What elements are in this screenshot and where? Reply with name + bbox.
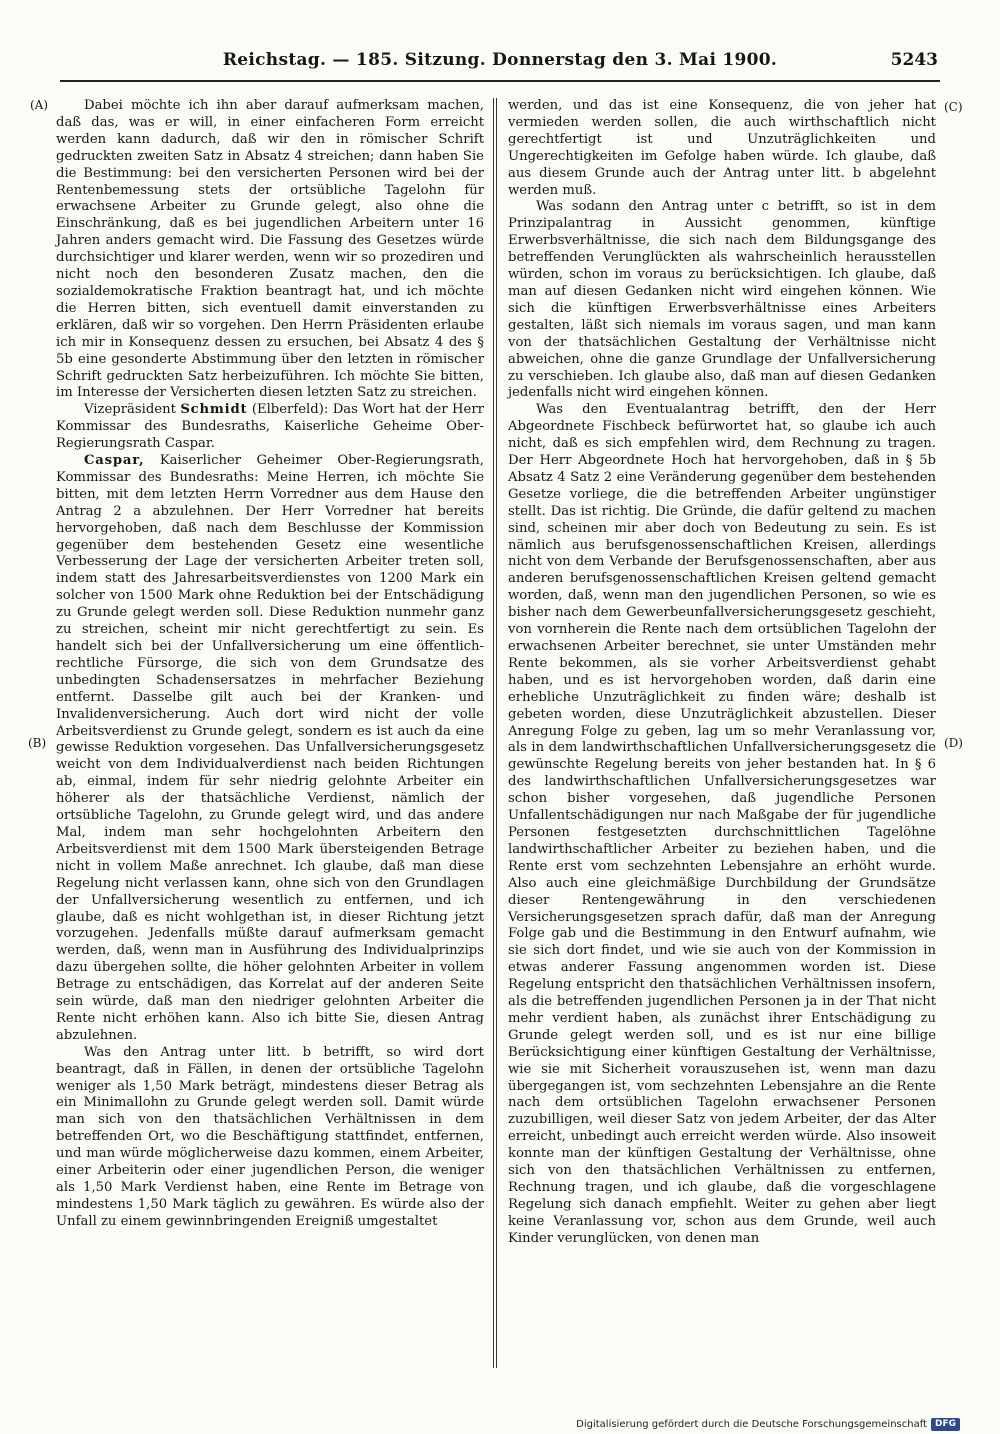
paragraph: werden, und das ist eine Konsequenz, die von jeher hat vermieden werden sollen, die auch wirthschaftlich nicht gerechtfertigt ist und Unzuträglichkeiten und Ungerechtigkeiten im Gefolge haben würde. Ich glaube, daß aus diesem Grunde auch der Antrag unter litt. b abgelehnt werden muß.	[508, 98, 936, 198]
paragraph-text: (Elberfeld): Das Wort hat der Herr Kommissar des Bundesraths, Kaiserliche Geheime Ober-Regierungsrath Caspar.	[56, 402, 484, 452]
paragraph: Was den Antrag unter litt. b betrifft, so wird dort beantragt, daß in Fällen, in denen der ortsübliche Tagelohn weniger als 1,50 Mark beträgt, mindestens dieser Betrag als ein Minimallohn zu Grunde gelegt werden soll. Damit würde man sich von den thatsächlichen Verhältnissen in dem betreffenden Ort, wo die Beschäftigung stattfindet, entfernen, und man würde möglicherweise dazu kommen, einem Arbeiter, einer Arbeiterin oder einer jugendlichen Person, die weniger als 1,50 Mark Verdienst haben, eine Rente im Betrage von mindestens 1,50 Mark täglich zu gewähren. Es würde also der Unfall zu einem gewinnbringenden Ereigniß umgestaltet	[56, 1044, 484, 1229]
running-header	[60, 50, 940, 76]
column-divider	[496, 98, 497, 1368]
paragraph-text: Kaiserlicher Geheimer Ober-Regierungsrath, Kommissar des Bundesraths: Meine Herren, ich möchte Sie bitten, mit dem letzten Herrn Vorredner aus dem Hause den Antrag 2 a abzulehnen. Der Herr Vorredner hat bereits hervorgehoben, daß nach dem Beschlusse der Kommission gegenüber dem bestehenden Gesetz eine wesentliche Verbesserung der Lage der versicherten Arbeiter treten soll, indem statt des Jahresarbeitsverdienstes von 1200 Mark ein solcher von 1500 Mark ohne Reduktion bei der Entschädigung zu Grunde gelegt werden soll. Diese Reduktion nunmehr ganz zu streichen, scheint mir nicht gerechtfertigt zu sein. Es handelt sich bei der Unfallversicherung um eine öffentlich-rechtliche Fürsorge, die sich von dem Grundsatze des unbedingten Schadensersatzes in mehrfacher Beziehung entfernt. Dasselbe gilt auch bei der Kranken- und Invalidenversicherung. Auch dort wird nicht der volle Arbeitsverdienst zu Grunde gelegt, sondern es ist auch da eine gewisse Reduktion vorgesehen. Das Unfallversicherungsgesetz weicht von dem Individualverdienst nach beiden Richtungen ab, einmal, indem für sehr niedrig gelohnte Arbeiter ein höherer als der thatsächliche Verdienst, nämlich der ortsübliche Tagelohn, zu Grunde gelegt wird, und das andere Mal, indem man sehr hochgelohnten Arbeitern den Arbeitsverdienst mit dem 1500 Mark übersteigenden Betrage nicht in vollem Maße anrechnet. Ich glaube, daß man diese Regelung nicht verlassen kann, ohne sich von den Grundlagen der Unfallversicherung wesentlich zu entfernen, und ich glaube, daß es nicht wohlgethan ist, in dieser Richtung jetzt vorzugehen. Jedenfalls müßte darauf aufmerksam gemacht werden, daß, wenn man in Ausführung des Individualprinzips dazu übergehen sollte, die höher gelohnten Arbeiter in vollem Betrage zu entschädigen, das Korrelat auf der anderen Seite sein würde, daß man den niedriger gelohnten Arbeiter die Rente nicht erhöhen kann. Also ich bitte Sie, diesen Antrag abzulehnen.	[56, 453, 484, 1043]
right-column	[508, 98, 936, 1248]
digitization-credit: Digitalisierung gefördert durch die Deutsche Forschungsgemeinschaft	[576, 1419, 927, 1430]
page-number: 5243	[890, 50, 938, 70]
speaker-name: Schmidt	[180, 402, 248, 418]
margin-marker-c: (C)	[944, 100, 963, 114]
margin-marker-b: (B)	[28, 736, 47, 750]
column-divider	[493, 98, 494, 1368]
paragraph: Was sodann den Antrag unter c betrifft, so ist in dem Prinzipalantrag in Aussicht genommen, künftige Erwerbsverhältnisse, die sich nach dem Bildungsgange des betreffenden Verunglückten als wahrscheinlich herausstellen würden, schon im voraus zu berücksichtigen. Ich glaube, daß man auf diesen Gedanken nicht wird eingehen können. Wie sich die künftigen Erwerbsverhältnisse eines Arbeiters gestalten, läßt sich niemals im voraus sagen, und man kann von der thatsächlichen Gestaltung der Verhältnisse nicht abweichen, ohne die ganze Grundlage der Unfallversicherung zu verschieben. Ich glaube also, daß man auf diesen Gedanken jedenfalls nicht wird eingehen können.	[508, 199, 936, 401]
paragraph	[56, 402, 484, 453]
paragraph: Was den Eventualantrag betrifft, den der Herr Abgeordnete Fischbeck befürwortet hat, so glaube ich auch nicht, daß es sich empfehlen wird, dem Rechnung zu tragen. Der Herr Abgeordnete Hoch hat hervorgehoben, daß in § 5b Absatz 4 Satz 2 eine Veränderung gegenüber dem bestehenden Gesetze vorliege, die die betreffenden Arbeiter ungünstiger stellt. Das ist richtig. Die Gründe, die dafür geltend zu machen sind, scheinen mir aber doch von Bedeutung zu sein. Es ist nämlich aus berufsgenossenschaftlichen Kreisen, allerdings nicht von dem Verbande der Berufsgenossenschaften, aber aus anderen berufsgenossenschaftlichen Kreisen geltend gemacht worden, daß, wenn man den jugendlichen Personen, so wie es bisher nach dem Gewerbeunfallversicherungsgesetz geschieht, von vornherein die Rente nach dem ortsüblichen Tagelohn der erwachsenen Arbeiter berechnet, sie unter Umständen mehr Rente bekommen, als sie vorher Arbeitsverdienst gehabt haben, und es ist hervorgehoben worden, daß darin eine erhebliche Unzuträglichkeit zu finden wäre; deshalb ist gebeten worden, diese Unzuträglichkeit abzustellen. Dieser Anregung Folge zu geben, lag um so mehr Veranlassung vor, als in dem landwirthschaftlichen Unfallversicherungsgesetz die gewünschte Regelung bereits von jeher bestanden hat. In § 6 des landwirthschaftlichen Unfallversicherungsgesetzes war schon bisher vorgesehen, daß jugendliche Personen Unfallentschädigungen nur nach Maßgabe der für jugendliche Personen festgesetzten durchschnittlichen Tagelöhne landwirthschaftlicher Arbeiter zu beziehen haben, und die Rente erst vom sechzehnten Lebensjahre an erhöht wurde. Also auch eine gleichmäßige Durchbildung der Grundsätze dieser Rentengewährung in den verschiedenen Versicherungsgesetzen sprach dafür, daß man der Anregung Folge gab und die Bestimmung in den Entwurf aufnahm, wie sie sich dort findet, und wie sie auch von der Kommission in etwas anderer Fassung angenommen worden ist. Diese Regelung entspricht den thatsächlichen Verhältnissen insofern, als die betreffenden jugendlichen Personen ja in der That nicht mehr verdient haben, als zunächst ihrer Entschädigung zu Grunde gelegt werden soll, und es ist nur eine billige Berücksichtigung einer künftigen Gestaltung der Verhältnisse, wie sie mit Sicherheit vorauszusehen ist, wenn man dazu übergegangen ist, vom sechzehnten Lebensjahre an die Rente nach dem ortsüblichen Tagelohn erwachsener Personen zuzubilligen, weil dieser Satz von jedem Arbeiter, der das Alter erreicht, unbedingt auch erreicht werden würde. Also insoweit konnte man der künftigen Gestaltung der Verhältnisse, ohne sich von den thatsächlichen Verhältnissen zu entfernen, Rechnung tragen, und ich glaube, daß die vorgeschlagene Regelung sich danach empfiehlt. Weiter zu gehen aber liegt keine Veranlassung vor, schon aus dem Grunde, weil auch Kinder verunglücken, von denen man	[508, 402, 936, 1246]
footer-credit	[576, 1418, 960, 1431]
dfg-logo-icon: DFG	[931, 1418, 960, 1431]
running-title: Reichstag. — 185. Sitzung. Donnerstag den 3. Mai 1900.	[222, 50, 778, 70]
left-column	[56, 98, 484, 1231]
paragraph: Dabei möchte ich ihn aber darauf aufmerksam machen, daß das, was er will, in einer einfacheren Form erreicht werden kann dadurch, daß wir den in römischer Schrift gedruckten zweiten Satz in Absatz 4 streichen; dann haben Sie die Bestimmung: bei den versicherten Personen wird bei der Rentenbemessung stets der ortsübliche Tagelohn für erwachsene Arbeiter zu Grunde gelegt, also ohne die Einschränkung, daß es bei jugendlichen Arbeitern unter 16 Jahren anders gemacht wird. Die Fassung des Gesetzes würde durchsichtiger und klarer werden, wenn wir so prozediren und nicht noch den besonderen Zusatz machen, den die sozialdemokratische Fraktion beantragt hat, und ich möchte die Herren bitten, sich eventuell damit einverstanden zu erklären, daß wir so vorgehen. Den Herrn Präsidenten erlaube ich mir in Konsequenz dessen zu ersuchen, bei Absatz 4 des § 5b eine gesonderte Abstimmung über den letzten in römischer Schrift gedruckten Satz herbeizuführen. Ich möchte Sie bitten, im Interesse der Versicherten diesen letzten Satz zu streichen.	[56, 98, 484, 401]
header-rule	[60, 80, 940, 82]
speaker-name: Caspar,	[84, 453, 145, 469]
margin-marker-a: (A)	[30, 98, 49, 112]
margin-marker-d: (D)	[944, 736, 963, 750]
chair-title: Vizepräsident	[84, 402, 176, 418]
paragraph	[56, 453, 484, 1045]
